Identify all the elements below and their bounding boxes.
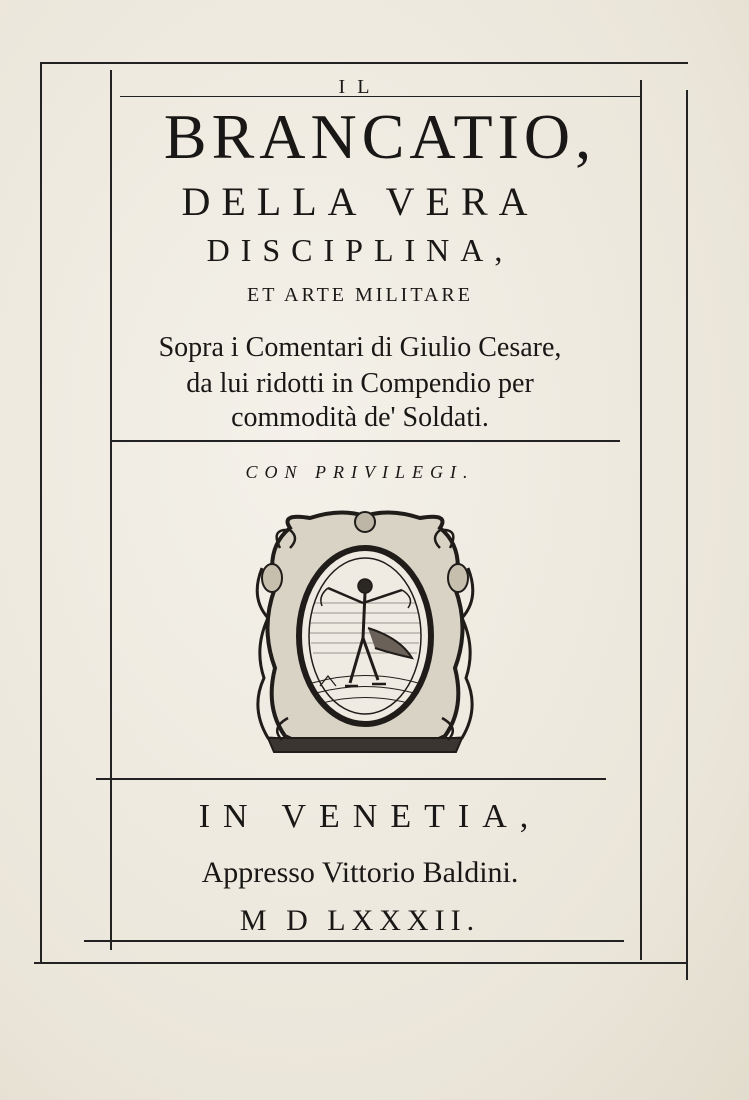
imprint-year: M D LXXXII. <box>239 904 481 937</box>
frame-left-outer-rule <box>40 62 42 962</box>
subtitle-line-sopra: Sopra i Comentari di Giulio Cesare, <box>158 332 562 363</box>
title-line-il: IL <box>338 76 382 98</box>
title-line-della-vera: DELLA VERA <box>181 179 539 224</box>
title-line-brancatio: BRANCATIO, <box>163 101 597 172</box>
imprint-printer: Appresso Vittorio Baldini. <box>201 856 519 889</box>
printer-device-icon <box>250 508 480 756</box>
frame-bottom-outer-rule <box>34 962 688 964</box>
frame-top-rule <box>40 62 688 64</box>
frame-mid-rule <box>112 440 620 442</box>
subtitle-line-da-lui: da lui ridotti in Compendio per <box>186 368 534 399</box>
frame-lower-rule <box>96 778 606 780</box>
frame-right-outer-rule <box>686 90 688 980</box>
title-line-arte-militare: ET ARTE MILITARE <box>247 284 473 306</box>
subtitle-line-commodita: commodità de' Soldati. <box>231 402 489 433</box>
imprint-place: IN VENETIA, <box>198 798 542 835</box>
title-line-disciplina: DISCIPLINA, <box>206 232 514 268</box>
privilege-line: CON PRIVILEGI. <box>245 462 475 482</box>
frame-bottom-inner-rule <box>84 940 624 942</box>
